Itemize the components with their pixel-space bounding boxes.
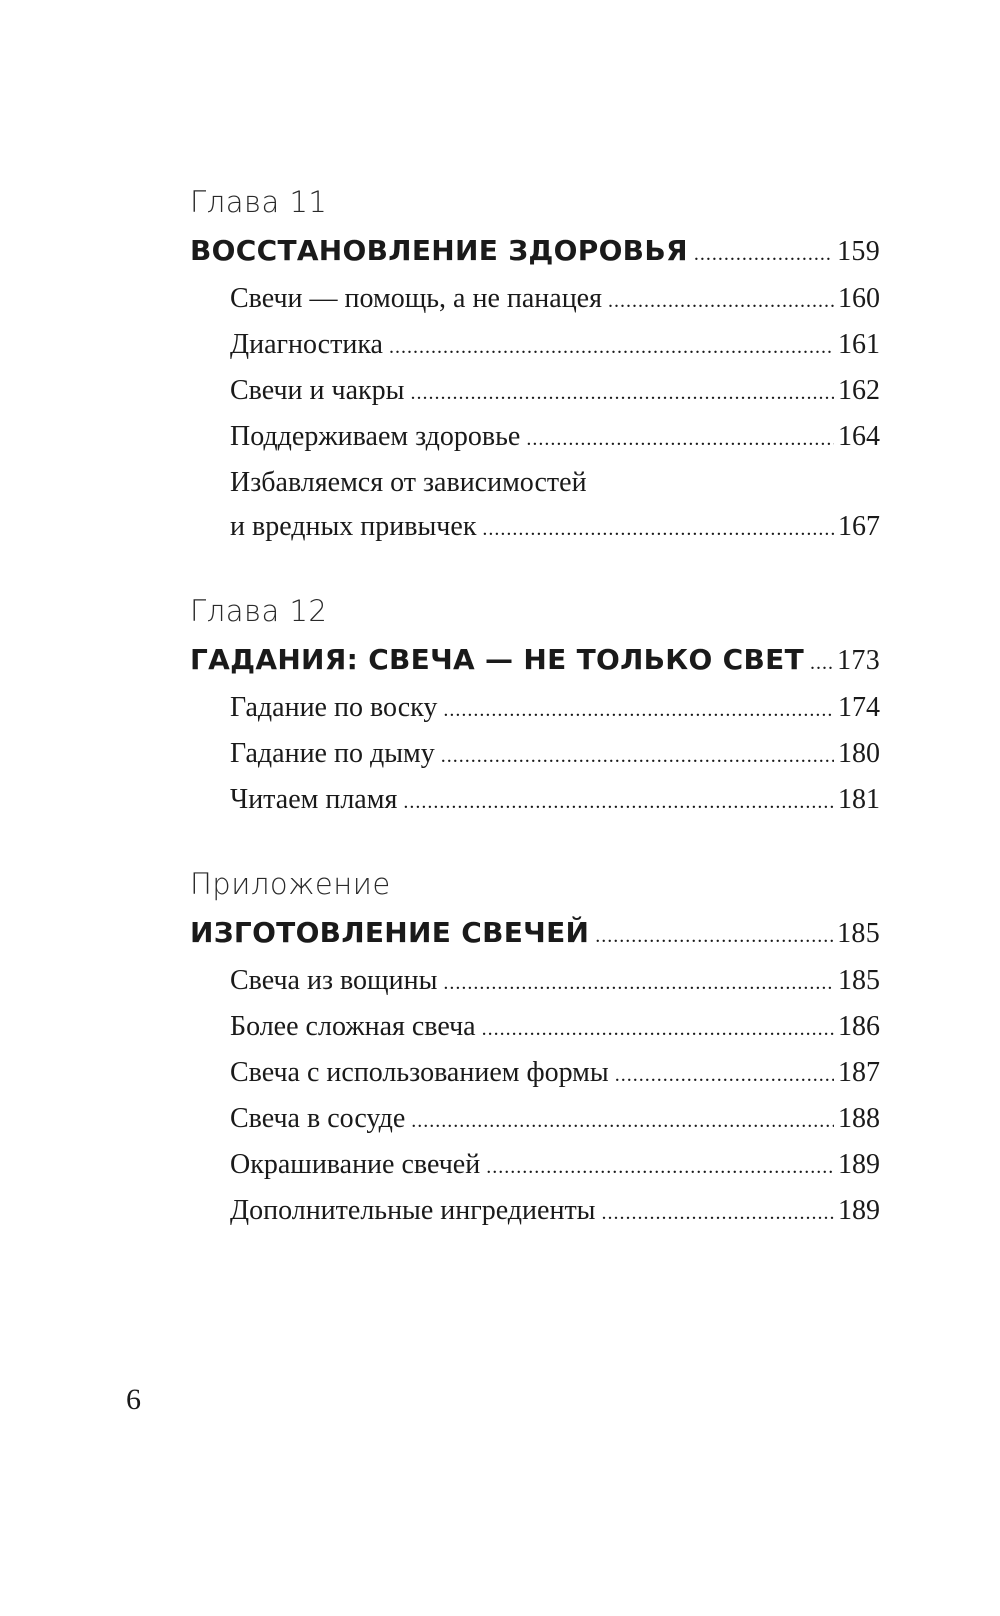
dot-leader	[615, 1053, 834, 1097]
entry-title: Свечи и чакры	[230, 375, 405, 406]
page-number: 186	[838, 1011, 880, 1042]
toc-entry[interactable]	[190, 323, 880, 369]
page-number: 162	[838, 375, 880, 406]
dot-leader	[482, 1007, 834, 1051]
chapter-title: ВОССТАНОВЛЕНИЕ ЗДОРОВЬЯ	[190, 234, 688, 267]
entry-title: Свеча из вощины	[230, 965, 438, 996]
toc-section-chapter-11	[190, 182, 880, 551]
section-label: Приложение	[190, 867, 391, 901]
dot-leader	[486, 1145, 834, 1189]
toc-entry[interactable]	[190, 686, 880, 732]
chapter-title: ИЗГОТОВЛЕНИЕ СВЕЧЕЙ	[190, 916, 590, 949]
toc-entry[interactable]	[190, 1005, 880, 1051]
page-number: 180	[838, 738, 880, 769]
page-number: 185	[838, 965, 880, 996]
dot-leader	[441, 734, 834, 778]
toc-entry[interactable]	[190, 277, 880, 323]
page-number: 181	[838, 784, 880, 815]
dot-leader	[526, 417, 834, 461]
chapter-entry[interactable]	[190, 910, 880, 959]
entry-title: Гадание по воску	[230, 692, 438, 723]
toc-entry[interactable]	[190, 415, 880, 461]
dot-leader	[403, 780, 834, 824]
entry-title: Дополнительные ингредиенты	[230, 1195, 596, 1226]
toc-entry[interactable]	[190, 1143, 880, 1189]
dot-leader	[810, 640, 833, 686]
entry-title: Диагностика	[230, 329, 383, 360]
entry-title: Более сложная свеча	[230, 1011, 476, 1042]
entry-title: Поддерживаем здоровье	[230, 421, 521, 452]
page-number: 167	[838, 511, 880, 542]
dot-leader	[602, 1191, 835, 1235]
entry-title: Свечи — помощь, а не панацея	[230, 283, 602, 314]
toc-section-chapter-12	[190, 591, 880, 824]
page-number: 189	[838, 1149, 880, 1180]
page-number: 159	[837, 236, 880, 267]
chapter-title: ГАДАНИЯ: СВЕЧА — НЕ ТОЛЬКО СВЕТ	[190, 643, 804, 676]
dot-leader	[443, 961, 834, 1005]
toc-entry[interactable]	[190, 1097, 880, 1143]
page-folio-number: 6	[126, 1383, 141, 1416]
entry-title: Свеча в сосуде	[230, 1103, 406, 1134]
page-number: 185	[837, 918, 880, 949]
entry-title: Свеча с использованием формы	[230, 1057, 609, 1088]
page-number: 189	[838, 1195, 880, 1226]
entry-title: Читаем пламя	[230, 784, 398, 815]
chapter-entry[interactable]	[190, 637, 880, 686]
toc-entry-multiline-second[interactable]	[190, 505, 880, 551]
toc-entry-multiline-first[interactable]	[190, 461, 880, 505]
entry-title: Гадание по дыму	[230, 738, 435, 769]
dot-leader	[608, 279, 834, 323]
page-number: 161	[838, 329, 880, 360]
entry-title-line-2: и вредных привычек	[230, 511, 477, 542]
dot-leader	[443, 688, 834, 732]
page-number: 164	[838, 421, 880, 452]
dot-leader	[411, 1099, 834, 1143]
toc-entry[interactable]	[190, 778, 880, 824]
dot-leader	[595, 913, 833, 959]
entry-title-line-1: Избавляемся от зависимостей	[230, 467, 587, 498]
toc-section-appendix	[190, 864, 880, 1235]
dot-leader	[482, 507, 834, 551]
section-label: Глава 12	[190, 594, 328, 628]
entry-title: Окрашивание свечей	[230, 1149, 481, 1180]
dot-leader	[389, 325, 834, 369]
page-number: 174	[838, 692, 880, 723]
dot-leader	[694, 231, 833, 277]
toc-entry[interactable]	[190, 369, 880, 415]
page-number: 188	[838, 1103, 880, 1134]
section-label: Глава 11	[190, 185, 328, 219]
page-number: 160	[838, 283, 880, 314]
table-of-contents	[190, 182, 880, 1275]
chapter-entry[interactable]	[190, 228, 880, 277]
toc-entry[interactable]	[190, 959, 880, 1005]
page-number: 173	[837, 645, 880, 676]
page-number: 187	[838, 1057, 880, 1088]
dot-leader	[410, 371, 834, 415]
toc-entry[interactable]	[190, 1189, 880, 1235]
toc-entry[interactable]	[190, 732, 880, 778]
toc-entry[interactable]	[190, 1051, 880, 1097]
